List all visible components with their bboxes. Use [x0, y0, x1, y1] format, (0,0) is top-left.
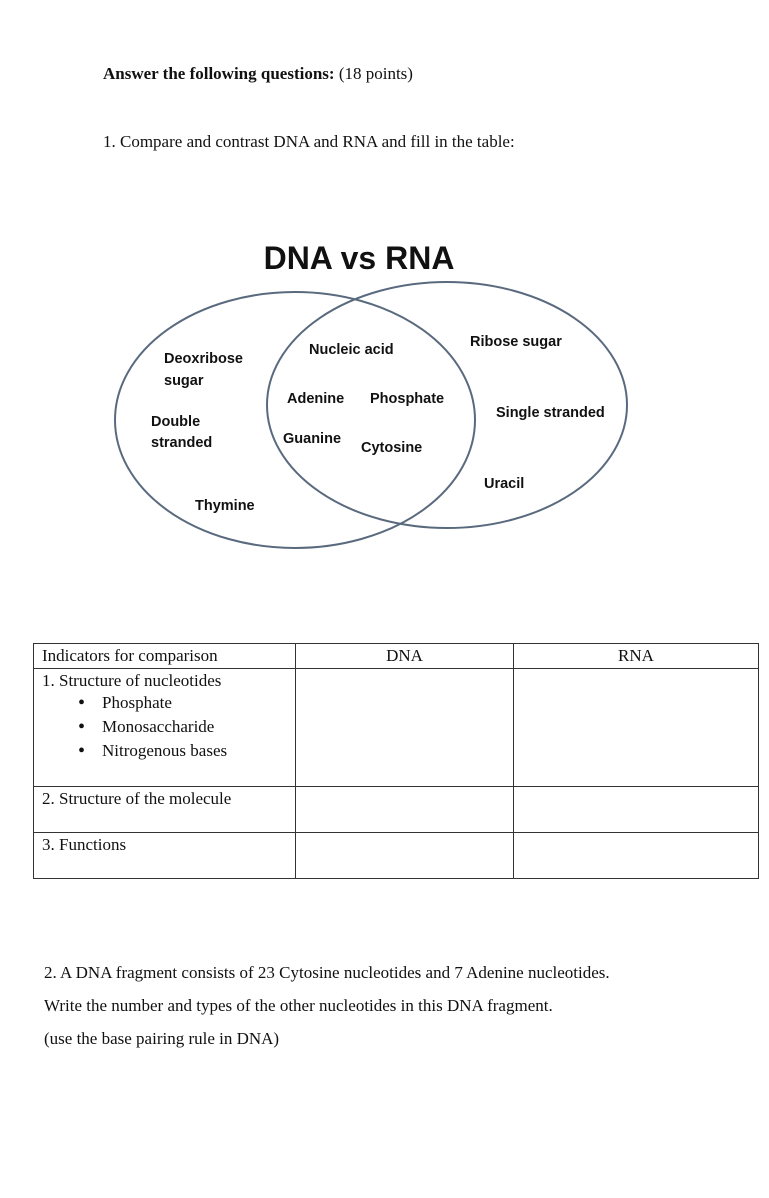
list-item: • Nitrogenous bases: [78, 739, 287, 763]
label-nucleic-acid: Nucleic acid: [309, 342, 394, 358]
cell-rna-molecule[interactable]: [514, 787, 759, 833]
question-1-text: 1. Compare and contrast DNA and RNA and fill in the table:: [103, 132, 515, 151]
table-row: [34, 787, 759, 833]
points-label: (18 points): [338, 64, 413, 83]
header-rna: RNA: [514, 644, 759, 669]
label-ribose-sugar: Ribose sugar: [470, 334, 562, 350]
header-indicators: Indicators for comparison: [34, 644, 296, 669]
nucleotide-components-list: [42, 691, 287, 763]
list-item: • Phosphate: [78, 691, 287, 715]
label-adenine: Adenine: [287, 391, 345, 407]
label-sugar: sugar: [164, 373, 204, 389]
venn-title: DNA vs RNA: [263, 240, 455, 276]
question-2-line3: (use the base pairing rule in DNA): [44, 1029, 280, 1048]
cell-dna-functions[interactable]: [296, 833, 514, 879]
label-phosphate: Phosphate: [370, 391, 445, 407]
comparison-table: [33, 643, 759, 879]
cell-dna-molecule[interactable]: [296, 787, 514, 833]
cell-rna-functions[interactable]: [514, 833, 759, 879]
label-deoxribose: Deoxribose: [164, 351, 243, 367]
table-header-row: [34, 644, 759, 669]
question-2-line2: Write the number and types of the other nucleotides in this DNA fragment.: [44, 996, 553, 1015]
cell-rna-nucleotides[interactable]: [514, 669, 759, 787]
label-uracil: Uracil: [484, 476, 525, 492]
table-row: [34, 669, 759, 787]
table-row: [34, 833, 759, 879]
instructions-bold: Answer the following questions:: [103, 64, 335, 83]
label-cytosine: Cytosine: [361, 440, 423, 456]
row1-label: 1. Structure of nucleotides: [42, 671, 222, 690]
row-structure-nucleotides: [34, 669, 296, 787]
row3-label: 3. Functions: [34, 833, 296, 879]
question-2-line1: 2. A DNA fragment consists of 23 Cytosine nucleotides and 7 Adenine nucleotides.: [44, 963, 610, 982]
label-stranded: stranded: [151, 435, 213, 451]
row2-label: 2. Structure of the molecule: [34, 787, 296, 833]
list-item: • Monosaccharide: [78, 715, 287, 739]
label-single-stranded: Single stranded: [496, 405, 605, 421]
label-double: Double: [151, 414, 201, 430]
label-guanine: Guanine: [283, 431, 342, 447]
cell-dna-nucleotides[interactable]: [296, 669, 514, 787]
label-thymine: Thymine: [195, 498, 255, 514]
question-2: [44, 956, 744, 1055]
header-dna: DNA: [296, 644, 514, 669]
